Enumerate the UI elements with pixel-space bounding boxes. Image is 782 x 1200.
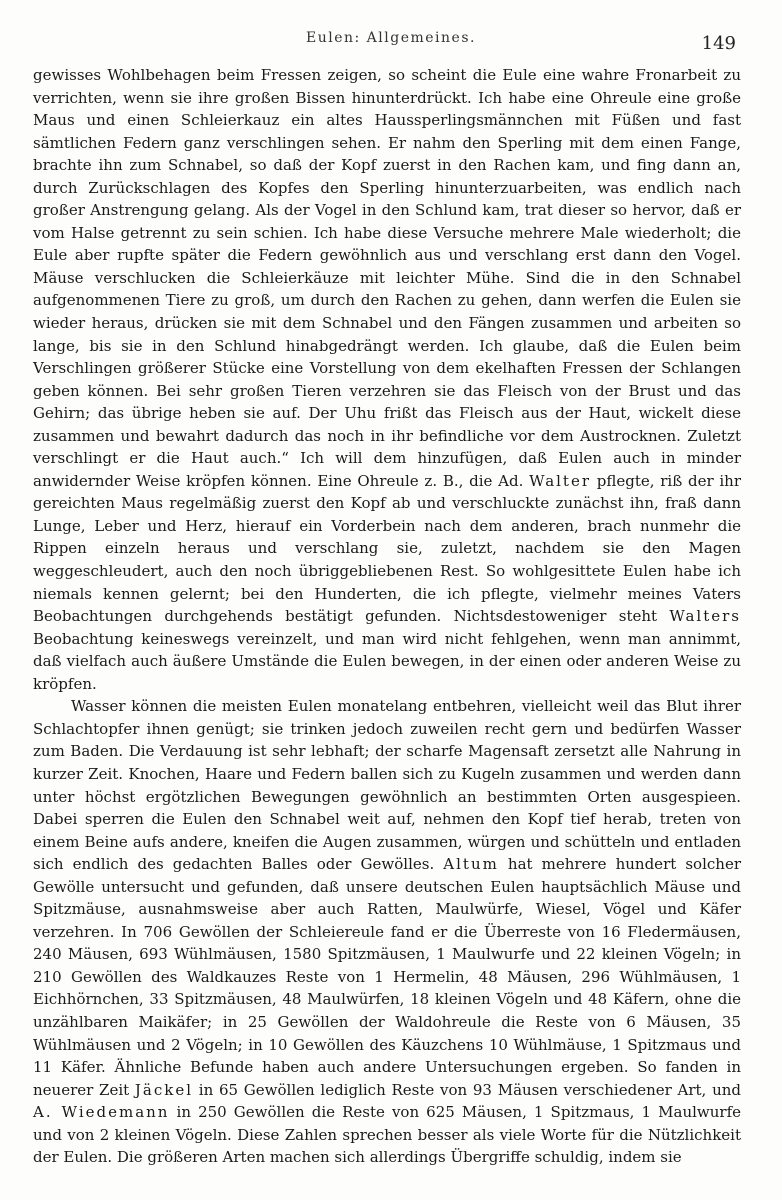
running-head: Eulen: Allgemeines. (306, 30, 476, 46)
paragraph-2-text-c: in 65 Gewöllen lediglich Reste von 93 Mäusen verschiedener Art, und (193, 1080, 741, 1099)
person-name-jaeckel: Jäckel (134, 1080, 194, 1099)
person-name-walters: Walters (669, 607, 741, 626)
paragraph-2-text-b: hat mehrere hundert solcher Gewölle untersucht und gefunden, daß unsere deutschen Eulen hauptsächlich Mäuse und Spitzmäuse, ausnahmsweise aber auch Ratten, Maulwürfe, Wiesel, Vögel und Käfer verzehren. In 706 Gewöllen der Schleiereule fand er die Überreste von 16 Fledermäusen, 240 Mäusen, 693 Wühlmäusen, 1580 Spitzmäusen, 1 Maulwurfe und 22 kleinen Vögeln; in 210 Gewöllen des Waldkauzes Reste von 1 Hermelin, 48 Mäusen, 296 Wühlmäusen, 1 Eichhörnchen, 33 Spitzmäusen, 48 Maulwürfen, 18 kleinen Vögeln und 48 Käfern, ohne die unzählbaren Maikäfer; in 25 Gewöllen der Waldohreule die Reste von 6 Mäusen, 35 Wühlmäusen und 2 Vögeln; in 10 Gewöllen des Käuzchens 10 Wühlmäuse, 1 Spitzmaus und 11 Käfer. Ähnliche Befunde haben auch andere Untersuchungen ergeben. So fanden in neuerer Zeit (33, 855, 741, 1099)
body-text (33, 64, 741, 1169)
paragraph-1 (33, 64, 741, 695)
paragraph-1-text-b: pflegte, riß der ihr gereichten Maus regelmäßig zuerst den Kopf ab und verschluckte zunächst ihn, fraß dann Lunge, Leber und Herz, hierauf ein Vorderbein nach dem anderen, brach nunmehr die Rippen einzeln heraus und verschlang sie, zuletzt, nachdem sie den Magen weggeschleudert, auch den noch übriggebliebenen Rest. So wohlgesittete Eulen habe ich niemals kennen gelernt; bei den Hunderten, die ich pflegte, vielmehr meines Vaters Beobachtungen durchgehends bestätigt gefunden. Nichtsdestoweniger steht (33, 471, 741, 626)
person-name-wiedemann: A. Wiedemann (33, 1103, 170, 1122)
page-number: 149 (701, 33, 736, 54)
paragraph-2-text-d: in 250 Gewöllen die Reste von 625 Mäusen, 1 Spitzmaus, 1 Maulwurfe und von 2 kleinen Vögeln. Diese Zahlen sprechen besser als viele Worte für die Nützlichkeit der Eulen. Die größeren Arten machen sich allerdings Übergriffe schuldig, indem sie (33, 1103, 741, 1167)
person-name-altum: Altum (443, 855, 499, 874)
paragraph-2-text-a: Wasser können die meisten Eulen monatelang entbehren, vielleicht weil das Blut ihrer Schlachtopfer ihnen genügt; sie trinken jedoch zuweilen recht gern und bedürfen Wasser zum Baden. Die Verdauung ist sehr lebhaft; der scharfe Magensaft zersetzt alle Nahrung in kurzer Zeit. Knochen, Haare und Federn ballen sich zu Kugeln zusammen und werden dann unter höchst ergötzlichen Bewegungen gewöhnlich an bestimmten Orten ausgespieen. Dabei sperren die Eulen den Schnabel weit auf, nehmen den Kopf tief herab, treten von einem Beine aufs andere, kneifen die Augen zusammen, würgen und schütteln und entladen sich endlich des gedachten Balles oder Gewölles. (33, 697, 741, 874)
paragraph-1-text-a: gewisses Wohlbehagen beim Fressen zeigen, so scheint die Eule eine wahre Fronarbeit zu verrichten, wenn sie ihre großen Bissen hinunterdrückt. Ich habe eine Ohreule eine große Maus und einen Schleierkauz ein altes Haussperlingsmännchen mit Füßen und fast sämtlichen Federn ganz verschlingen sehen. Er nahm den Sperling mit dem einen Fange, brachte ihn zum Schnabel, so daß der Kopf zuerst in den Rachen kam, und fing dann an, durch Zurückschlagen des Kopfes den Sperling hinunterzuarbeiten, was endlich nach großer Anstrengung gelang. Als der Vogel in den Schlund kam, trat dieser so hervor, daß er vom Halse getrennt zu sein schien. Ich habe diese Versuche mehrere Male wiederholt; die Eule aber rupfte später die Federn gewöhnlich aus und verschlang erst dann den Vogel. Mäuse verschlucken die Schleierkäuze mit leichter Mühe. Sind die in den Schnabel aufgenommenen Tiere zu groß, um durch den Rachen zu gehen, dann werfen die Eulen sie wieder heraus, drücken sie mit dem Schnabel und den Fängen zusammen und arbeiten so lange, bis sie in den Schlund hinabgedrängt werden. Ich glaube, daß die Eulen beim Verschlingen größerer Stücke eine Vorstellung von dem ekelhaften Fressen der Schlangen geben können. Bei sehr großen Tieren verzehren sie das Fleisch von der Brust und das Gehirn; das übrige heben sie auf. Der Uhu frißt das Fleisch aus der Haut, wickelt diese zusammen und bewahrt dadurch das noch in ihr befindliche vor dem Austrocknen. Zuletzt verschlingt er die Haut auch.“ Ich will dem hinzufügen, daß Eulen auch in minder anwidernder Weise kröpfen können. Eine Ohreule z. B., die Ad. (33, 66, 741, 490)
paragraph-1-text-c: Beobachtung keineswegs vereinzelt, und man wird nicht fehlgehen, wenn man annimmt, daß vielfach auch äußere Umstände die Eulen bewegen, in der einen oder anderen Weise zu kröpfen. (33, 629, 741, 693)
paragraph-2 (33, 695, 741, 1168)
person-name-walter: Walter (529, 471, 592, 490)
